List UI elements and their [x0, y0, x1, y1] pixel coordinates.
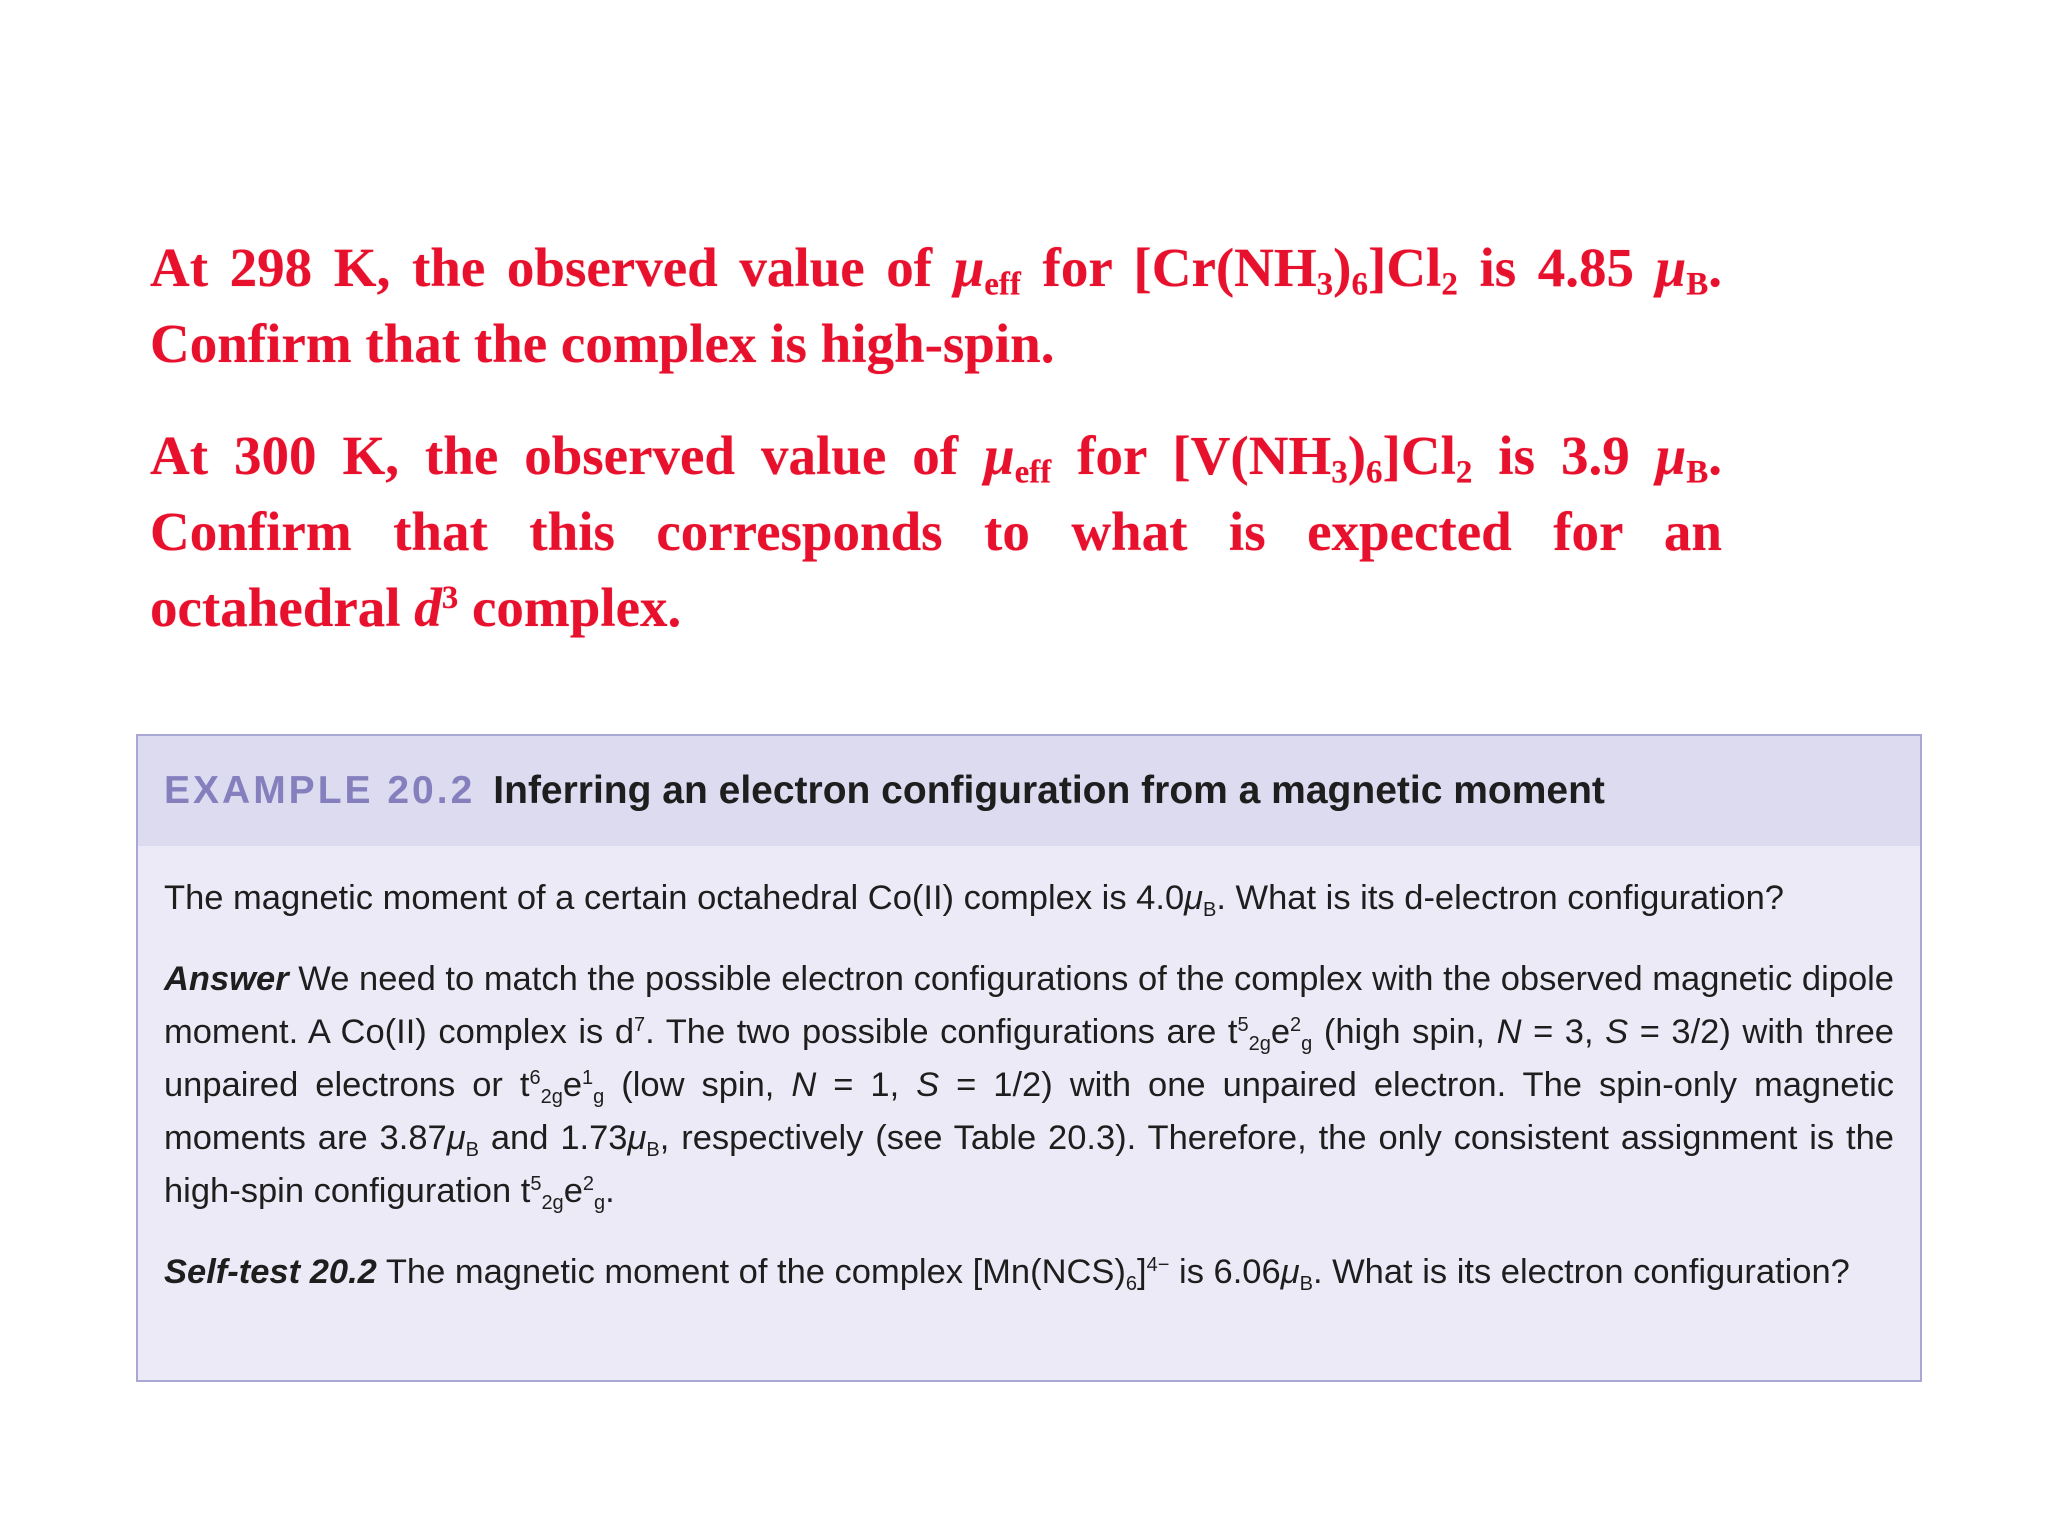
- exercise-1: At 298 K, the observed value of $\mu_{eff}$ for $[Cr(NH_3)_6]Cl_2$ is 4.85 $\mu_B$. Confirm that the complex is high-spin.: [150, 237, 1723, 374]
- selftest-label: Self-test 20.2: [164, 1253, 377, 1291]
- example-body: [138, 846, 1920, 1299]
- example-title: Inferring an electron configuration from a magnetic moment: [493, 769, 1605, 812]
- example-tag: EXAMPLE 20.2: [164, 769, 476, 812]
- example-answer: Answer We need to match the possible electron configurations of the complex with the observed magnetic dipole moment. A Co(II) complex is $d^7$. The two possible configurations are $t^5_{2g}e^2_g$ (high spin, N = 3, S = 3/2) with three unpaired electrons or $t^6_{2g}e^1_g$ (low spin, N = 1, S = 1/2) with one unpaired electron. The spin-only magnetic moments are $3.87\mu_B$ and $1.73\mu_B$, respectively (see Table 20.3). Therefore, the only consistent assignment is the high-spin configuration $t^5_{2g}e^2_g$.: [164, 960, 1894, 1214]
- example-question: The magnetic moment of a certain octahedral Co(II) complex is $4.0\mu_B$. What is its d-electron configuration?: [164, 879, 1784, 921]
- example-header: [138, 736, 1920, 846]
- exercise-2: At 300 K, the observed value of $\mu_{eff}$ for $[V(NH_3)_6]Cl_2$ is 3.9 $\mu_B$. Confirm that this corresponds to what is expected for an octahedral $d^3$ complex.: [150, 425, 1723, 638]
- answer-label: Answer: [164, 960, 289, 998]
- example-selftest: Self-test 20.2 The magnetic moment of the complex $[Mn(NCS)_6]^{4-}$ is $6.06\mu_B$. What is its electron configuration?: [164, 1253, 1850, 1295]
- example-box: [136, 734, 1922, 1382]
